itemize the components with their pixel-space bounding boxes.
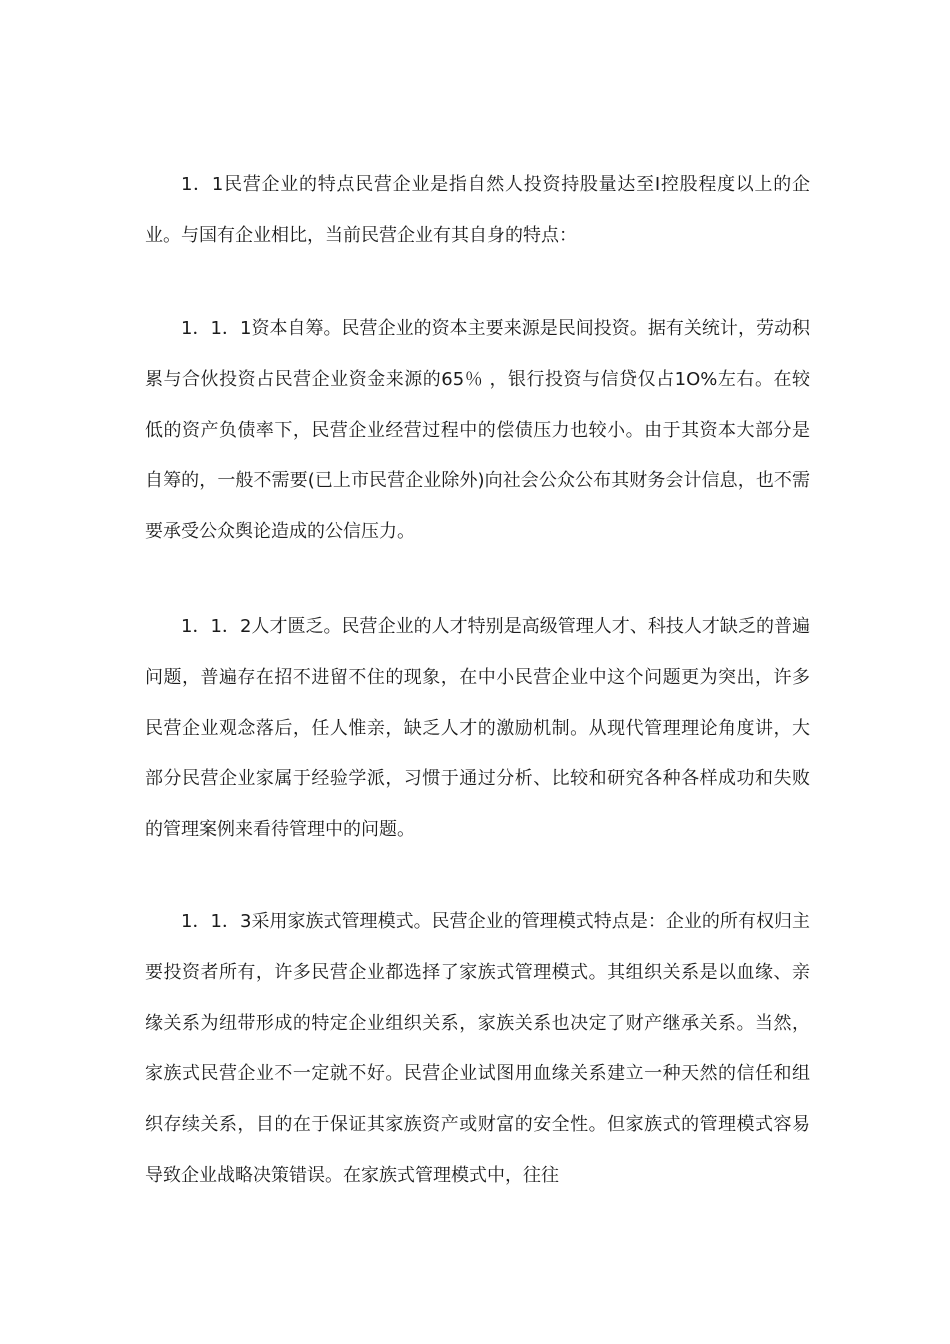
paragraph-self-raised-capital: 1．1．1资本自筹。民营企业的资本主要来源是民间投资。据有关统计，劳动积累与合伙投资占民营企业资金来源的65％ ，银行投资与信贷仅占1O%左右。在较低的资产负债率下，民营企业经营过程中的偿债压力也较小。由于其资本大部分是自筹的，一般不需要(已上市民营企业除外)向社会公众公布其财务会计信息，也不需要承受公众舆论造成的公信压力。	[145, 318, 810, 543]
paragraph-family-management: 1．1．3采用家族式管理模式。民营企业的管理模式特点是：企业的所有权归主要投资者所有，许多民营企业都选择了家族式管理模式。其组织关系是以血缘、亲缘关系为纽带形成的特定企业组织关系，家族关系也决定了财产继承关系。当然，家族式民营企业不一定就不好。民营企业试图用血缘关系建立一种天然的信任和组织存续关系，目的在于保证其家族资产或财富的安全性。但家族式的管理模式容易导致企业战略决策错误。在家族式管理模式中，往往	[145, 911, 810, 1186]
paragraph-private-enterprise-features: 1．1民营企业的特点民营企业是指自然人投资持股量达至I控股程度以上的企业。与国有企业相比，当前民营企业有其自身的特点：	[145, 174, 810, 246]
paragraph-talent-shortage: 1．1．2人才匮乏。民营企业的人才特别是高级管理人才、科技人才缺乏的普遍问题，普遍存在招不进留不住的现象，在中小民营企业中这个问题更为突出，许多民营企业观念落后，任人惟亲，缺乏人才的激励机制。从现代管理理论角度讲，大部分民营企业家属于经验学派，习惯于通过分析、比较和研究各种各样成功和失败的管理案例来看待管理中的问题。	[145, 616, 810, 841]
